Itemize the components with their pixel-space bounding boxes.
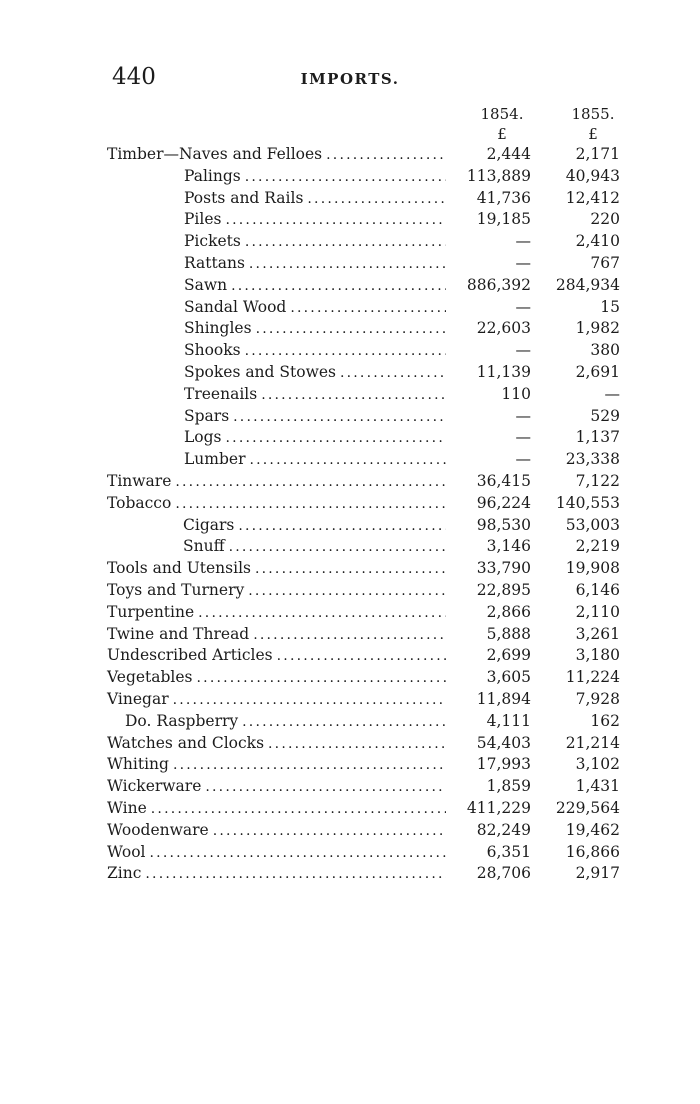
row-label-cell [107, 844, 446, 861]
value-1855: 2,171 [575, 145, 620, 163]
row-label: Woodenware [107, 820, 209, 839]
row-label: Spars [184, 406, 230, 425]
row-label-cell [107, 778, 446, 795]
dot-leader [326, 147, 446, 163]
dot-leader [226, 430, 446, 446]
value-1854: 5,888 [486, 624, 531, 643]
value-1855: 220 [590, 210, 620, 229]
value-1854: 96,224 [476, 493, 531, 512]
value-1855: 284,934 [555, 275, 620, 294]
table-row [0, 495, 700, 517]
row-label: Posts and Rails [184, 188, 304, 207]
row-label-cell [184, 211, 446, 228]
row-label: Tinware [107, 471, 172, 490]
row-label-cell [107, 626, 446, 643]
table-row [0, 822, 700, 844]
dot-leader [233, 409, 446, 425]
dot-leader [255, 561, 446, 577]
value-1854: 886,392 [466, 275, 531, 294]
value-1855: 140,553 [555, 493, 620, 512]
value-1854: 3,605 [486, 668, 531, 687]
year-label-1854: 1854. [480, 105, 524, 123]
dot-leader [238, 518, 446, 534]
value-1855: 15 [600, 297, 620, 316]
table-row [0, 190, 700, 212]
row-label: Sandal Wood [184, 297, 287, 316]
value-1854: 17,993 [476, 755, 531, 774]
dot-leader [205, 779, 446, 795]
dot-leader [175, 474, 446, 490]
dot-leader [290, 300, 446, 316]
value-1854: 98,530 [476, 515, 531, 534]
table-row [0, 233, 700, 255]
table-row [0, 473, 700, 495]
dot-leader [231, 278, 446, 294]
row-label: Cigars [183, 515, 235, 534]
table-row [0, 255, 700, 277]
value-1855: 3,102 [575, 755, 620, 774]
value-1854: 1,859 [486, 777, 531, 796]
value-1855: 2,691 [575, 362, 620, 381]
value-1854: 2,866 [486, 602, 531, 621]
row-label: Sawn [184, 275, 228, 294]
row-label-cell [107, 473, 446, 490]
table-row [0, 713, 700, 735]
row-label-cell [184, 408, 446, 425]
value-1854: 33,790 [476, 559, 531, 578]
table-row [0, 342, 700, 364]
value-1855: 16,866 [565, 842, 620, 861]
row-label: Lumber [184, 450, 246, 469]
table-row [0, 408, 700, 430]
row-label-cell [184, 320, 446, 337]
row-label: Snuff [183, 537, 225, 556]
value-1854: 28,706 [476, 864, 531, 883]
row-label-cell [107, 735, 446, 752]
row-label-cell [183, 538, 446, 555]
value-1855: 19,908 [565, 559, 620, 578]
row-label-cell [107, 582, 446, 599]
row-label-cell [107, 146, 446, 163]
dot-leader [173, 757, 446, 773]
row-label: Undescribed Articles [107, 646, 273, 665]
row-label: Tools and Utensils [107, 559, 251, 578]
row-label-cell [107, 647, 446, 664]
table-row [0, 865, 700, 887]
value-1855: 162 [590, 711, 620, 730]
row-label: Shingles [184, 319, 252, 338]
value-1855: 2,917 [575, 864, 620, 883]
value-1855: 7,928 [575, 689, 620, 708]
table-row [0, 756, 700, 778]
row-label-cell [107, 604, 446, 621]
dot-leader [249, 452, 446, 468]
table-row [0, 538, 700, 560]
value-1854: 411,229 [466, 798, 531, 817]
dot-leader [245, 169, 446, 185]
table-row [0, 778, 700, 800]
row-label: Toys and Turnery [107, 580, 245, 599]
row-label: Shooks [184, 341, 241, 360]
row-label-cell [184, 233, 446, 250]
row-label-cell [184, 429, 446, 446]
dot-leader [261, 387, 446, 403]
value-1855: 7,122 [575, 471, 620, 490]
dot-leader [229, 539, 446, 555]
row-label: Wool [107, 842, 146, 861]
row-label-cell [184, 299, 446, 316]
row-label: Turpentine [107, 602, 195, 621]
row-label-cell [107, 669, 446, 686]
row-label: Whiting [107, 755, 169, 774]
value-1854: 41,736 [476, 188, 531, 207]
column-header-1855 [563, 104, 623, 144]
table-row [0, 320, 700, 342]
value-1855: 1,137 [575, 428, 620, 447]
value-1854: 22,895 [476, 580, 531, 599]
row-label: Watches and Clocks [107, 733, 265, 752]
row-label-cell [184, 386, 446, 403]
row-label: Pickets [184, 232, 241, 251]
dot-leader [248, 583, 446, 599]
row-label-cell [107, 560, 446, 577]
row-label: Rattans [184, 253, 245, 272]
value-1855: 1,431 [575, 777, 620, 796]
value-1855: 380 [590, 341, 620, 360]
dot-leader [277, 648, 446, 664]
currency-label-1855: £ [588, 125, 598, 143]
dot-leader [175, 496, 446, 512]
table-row [0, 691, 700, 713]
value-1855: 21,214 [565, 733, 620, 752]
row-label-cell [107, 865, 446, 882]
table-row [0, 364, 700, 386]
table-row [0, 386, 700, 408]
value-1854: 4,111 [486, 711, 531, 730]
table-row [0, 647, 700, 669]
row-label: Twine and Thread [107, 624, 250, 643]
dot-leader [198, 605, 446, 621]
row-label-cell [183, 517, 446, 534]
row-label: Timber—Naves and Felloes [107, 145, 323, 163]
table-row [0, 669, 700, 691]
row-label: Do. Raspberry [125, 711, 239, 730]
value-1855: 1,982 [575, 319, 620, 338]
value-1855: 2,110 [575, 602, 620, 621]
row-label: Wine [107, 798, 147, 817]
value-1854: 54,403 [476, 733, 531, 752]
value-1854: 36,415 [476, 471, 531, 490]
dot-leader [150, 845, 446, 861]
dot-leader [307, 191, 446, 207]
row-label: Tobacco [107, 493, 172, 512]
row-label-cell [107, 691, 446, 708]
value-1854: 2,444 [486, 145, 531, 163]
imports-table [0, 146, 700, 887]
table-row [0, 211, 700, 233]
dot-leader [242, 714, 446, 730]
row-label: Vinegar [107, 689, 169, 708]
row-label-cell [184, 451, 446, 468]
row-label-cell [184, 190, 446, 207]
row-label-cell [184, 168, 446, 185]
dot-leader [245, 234, 446, 250]
table-row [0, 844, 700, 866]
table-row [0, 146, 700, 168]
page-number: 440 [112, 64, 156, 90]
dot-leader [197, 670, 446, 686]
dot-leader [245, 343, 446, 359]
value-1855: 6,146 [575, 580, 620, 599]
dot-leader [256, 321, 446, 337]
table-row [0, 277, 700, 299]
table-row [0, 517, 700, 539]
dot-leader [340, 365, 446, 381]
table-row [0, 604, 700, 626]
value-1855: 229,564 [555, 798, 620, 817]
dot-leader [253, 627, 446, 643]
value-1855: 11,224 [565, 668, 620, 687]
row-label-cell [184, 255, 446, 272]
value-1854: — [515, 341, 531, 360]
value-1855: 19,462 [565, 820, 620, 839]
column-header-1854 [472, 104, 532, 144]
value-1854: 11,139 [476, 362, 531, 381]
value-1855: 2,410 [575, 232, 620, 251]
value-1854: — [515, 297, 531, 316]
table-row [0, 800, 700, 822]
value-1854: 2,699 [486, 646, 531, 665]
dot-leader [173, 692, 446, 708]
value-1855: 23,338 [565, 450, 620, 469]
value-1854: 6,351 [486, 842, 531, 861]
row-label: Vegetables [107, 668, 193, 687]
value-1854: — [515, 253, 531, 272]
value-1855: 529 [590, 406, 620, 425]
value-1855: 2,219 [575, 537, 620, 556]
row-label-cell [107, 495, 446, 512]
row-label-cell [125, 713, 446, 730]
dot-leader [268, 736, 446, 752]
value-1854: 82,249 [476, 820, 531, 839]
value-1855: 767 [590, 253, 620, 272]
row-label: Piles [184, 210, 222, 229]
row-label-cell [184, 364, 446, 381]
value-1854: — [515, 406, 531, 425]
value-1854: 19,185 [476, 210, 531, 229]
value-1854: 110 [501, 384, 531, 403]
value-1854: 11,894 [476, 689, 531, 708]
row-label-cell [107, 822, 446, 839]
row-label: Logs [184, 428, 222, 447]
value-1855: — [604, 384, 620, 403]
value-1854: — [515, 428, 531, 447]
dot-leader [213, 823, 446, 839]
value-1854: — [515, 232, 531, 251]
value-1854: 22,603 [476, 319, 531, 338]
value-1854: 113,889 [466, 166, 531, 185]
row-label: Treenails [184, 384, 258, 403]
row-label: Spokes and Stowes [184, 362, 336, 381]
row-label: Palings [184, 166, 241, 185]
row-label: Zinc [107, 864, 142, 883]
dot-leader [225, 212, 446, 228]
table-row [0, 735, 700, 757]
dot-leader [151, 801, 446, 817]
table-row [0, 429, 700, 451]
row-label-cell [184, 277, 446, 294]
table-row [0, 168, 700, 190]
value-1854: — [515, 450, 531, 469]
table-row [0, 626, 700, 648]
value-1855: 40,943 [565, 166, 620, 185]
value-1855: 3,180 [575, 646, 620, 665]
value-1854: 3,146 [486, 537, 531, 556]
running-head: IMPORTS. [300, 70, 400, 88]
value-1855: 53,003 [565, 515, 620, 534]
year-label-1855: 1855. [571, 105, 615, 123]
row-label: Wickerware [107, 777, 202, 796]
value-1855: 12,412 [565, 188, 620, 207]
currency-label-1854: £ [497, 125, 507, 143]
row-label-cell [184, 342, 446, 359]
table-row [0, 451, 700, 473]
row-label-cell [107, 756, 446, 773]
dot-leader [249, 256, 446, 272]
table-row [0, 299, 700, 321]
table-row [0, 582, 700, 604]
row-label-cell [107, 800, 446, 817]
value-1855: 3,261 [575, 624, 620, 643]
dot-leader [145, 866, 446, 882]
table-row [0, 560, 700, 582]
